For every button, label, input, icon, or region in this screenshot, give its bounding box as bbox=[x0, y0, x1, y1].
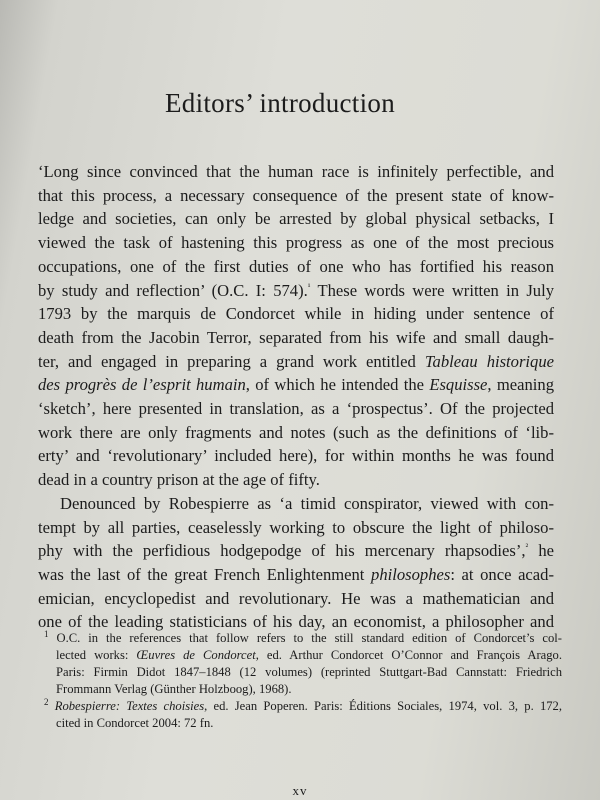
footnote-2 bbox=[44, 698, 562, 732]
footnote-text: O.C. in the references that follow refers to the still standard edition of Condorcet’s col- bbox=[56, 631, 562, 645]
text-line: that this process, a necessary consequence of the present state of know- bbox=[38, 185, 554, 205]
text-line: 1793 by the marquis de Condorcet while in hiding under sentence of bbox=[38, 304, 554, 324]
footnotes bbox=[44, 630, 562, 732]
text-line: work there are only fragments and notes (such as the definitions of ‘lib- bbox=[38, 422, 554, 442]
footnote-line: Frommann Verlag (Günther Holzboog), 1968). bbox=[56, 682, 292, 696]
paragraph-2 bbox=[38, 492, 554, 634]
text-line: erty’ and ‘revolutionary’ included here), for within months he was found bbox=[38, 446, 554, 466]
text-line: tempt by all parties, ceaselessly working to obscure the light of philoso- bbox=[38, 517, 554, 537]
text-line: by study and reflection’ (O.C. I: 574).$^{^1}$ These words were written in July bbox=[38, 280, 554, 300]
text-line: occupations, one of the first duties of one who has fortified his reason bbox=[38, 256, 554, 276]
footnote-line: cited in Condorcet 2004: 72 fn. bbox=[56, 716, 214, 730]
text-line: ledge and societies, can only be arrested by global physical setbacks, I bbox=[38, 209, 554, 229]
paragraph-1 bbox=[38, 160, 554, 492]
text-line: des progrès de l’esprit humain, of which he intended the Esquisse, meaning bbox=[38, 375, 554, 395]
chapter-heading: Editors’ introduction bbox=[164, 88, 395, 118]
text-line: emician, encyclopedist and revolutionary. He was a mathematician and bbox=[38, 588, 554, 608]
body-text bbox=[38, 160, 554, 634]
text-line: was the last of the great French Enlightenment philosophes: at once acad- bbox=[38, 564, 554, 584]
footnote-1 bbox=[44, 630, 562, 698]
footnote-marker: 1 bbox=[44, 628, 49, 639]
text-line: ‘sketch’, here presented in translation, as a ‘prospectus’. Of the projected bbox=[38, 399, 554, 419]
footnote-line: Paris: Firmin Didot 1847–1848 (12 volumes) (reprinted Stuttgart-Bad Cannstatt: Friedrich bbox=[56, 665, 562, 679]
text-line: ter, and engaged in preparing a grand work entitled Tableau historique bbox=[38, 351, 554, 371]
text-line: Denounced by Robespierre as ‘a timid conspirator, viewed with con- bbox=[60, 493, 554, 513]
footnote-line bbox=[44, 630, 562, 647]
text-line: phy with the perfidious hodgepodge of his mercenary rhapsodies’,$^{^2}$ he bbox=[38, 541, 554, 561]
text-line: dead in a country prison at the age of fifty. bbox=[38, 470, 320, 490]
footnote-line bbox=[44, 698, 562, 715]
page-number: xv bbox=[292, 783, 308, 798]
footnote-line: lected works: Œuvres de Condorcet, ed. Arthur Condorcet O’Connor and François Arago. bbox=[56, 648, 562, 662]
footnote-marker: 2 bbox=[44, 696, 49, 707]
text-line: viewed the task of hastening this progress as one of the most precious bbox=[38, 233, 554, 253]
text-line: one of the leading statisticians of his day, an economist, a philosopher and bbox=[38, 612, 554, 632]
footnote-text: Robespierre: Textes choisies, ed. Jean Poperen. Paris: Éditions Sociales, 1974, vol. 3, p. 172, bbox=[54, 699, 563, 713]
text-line: death from the Jacobin Terror, separated from his wife and small daugh- bbox=[38, 327, 554, 347]
text-line: ‘Long since convinced that the human race is infinitely perfectible, and bbox=[38, 162, 554, 181]
